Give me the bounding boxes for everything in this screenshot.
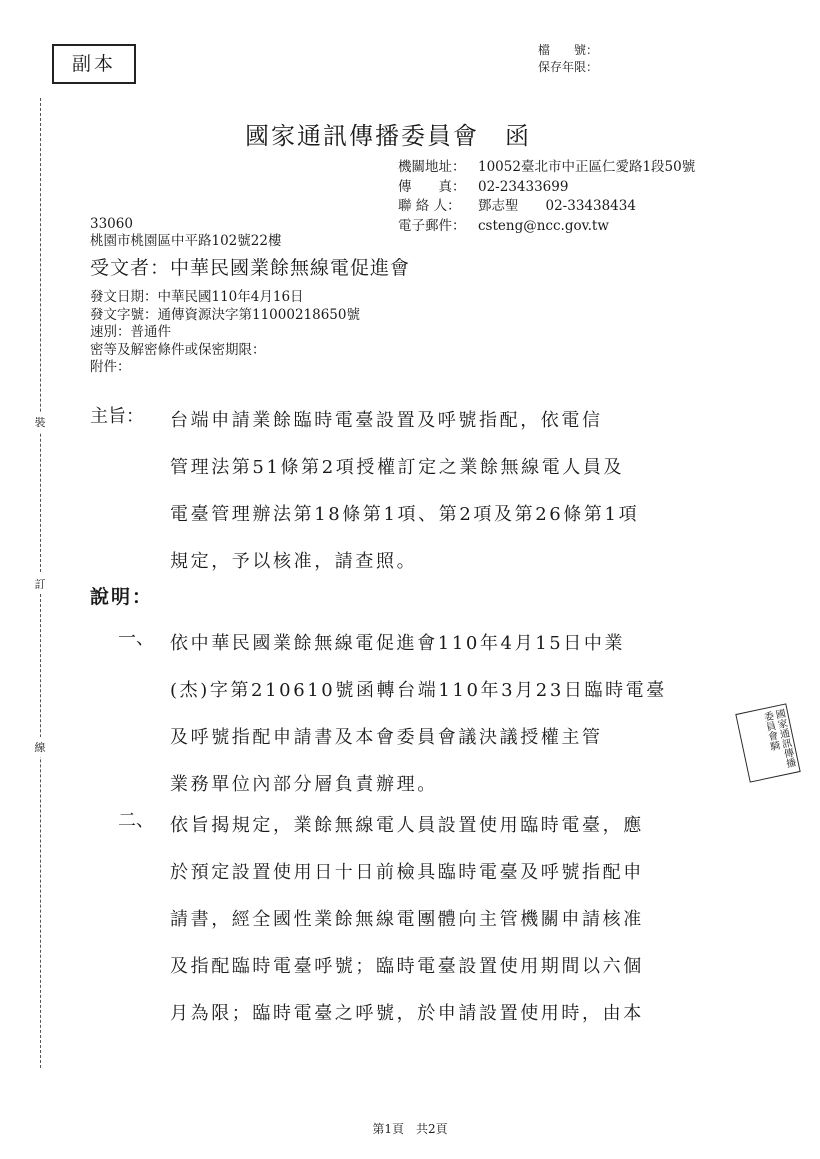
contact-email-row <box>398 217 695 237</box>
recipient-address <box>90 216 281 250</box>
item-2-body <box>170 802 644 1037</box>
person-label: 聯 絡 人： <box>398 198 461 214</box>
person-value: 鄧志聖 02-33438434 <box>478 198 636 214</box>
item-2-line: 於預定設置使用日十日前檢具臨時電臺及呼號指配申 <box>170 862 644 883</box>
fax-label: 傳 真： <box>398 178 466 195</box>
document-number: 發文字號：通傳資源決字第11000218650號 <box>90 306 360 323</box>
copy-label: 副本 <box>52 44 136 84</box>
page-footer: 第1頁 共2頁 <box>372 1122 448 1136</box>
binding-mark-ding: 訂 <box>33 574 47 594</box>
explanation-label: 說明： <box>90 586 154 608</box>
item-2-marker: 二、 <box>118 810 154 831</box>
contact-block <box>398 158 695 236</box>
document-meta <box>90 289 360 377</box>
fax-value: 02-23433699 <box>478 178 569 195</box>
retention-label: 保存年限： <box>538 60 599 74</box>
binding-mark-xian: 線 <box>33 737 47 757</box>
address-label: 機關地址： <box>398 159 466 175</box>
street-address: 桃園市桃園區中平路102號22樓 <box>90 233 282 249</box>
file-meta <box>538 42 598 76</box>
item-1-line: 依中華民國業餘無線電促進會110年4月15日中業 <box>170 633 626 654</box>
subject-line: 電臺管理辦法第18條第1項、第2項及第26條第1項 <box>170 504 640 525</box>
item-2-line: 依旨揭規定，業餘無線電人員設置使用臨時電臺，應 <box>170 815 644 836</box>
item-1-body <box>170 620 667 808</box>
contact-fax-row <box>398 178 695 198</box>
delivery-speed: 速別：普通件 <box>90 324 171 340</box>
item-1-line: 業務單位內部分層負責辦理。 <box>170 774 438 795</box>
contact-address-row <box>398 158 695 178</box>
item-2-line: 請書，經全國性業餘無線電團體向主管機關申請核准 <box>170 909 644 930</box>
issue-date: 發文日期：中華民國110年4月16日 <box>90 289 304 305</box>
item-2-line: 月為限；臨時電臺之呼號，於申請設置使用時，由本 <box>170 1003 644 1024</box>
item-1-line: 及呼號指配申請書及本會委員會議決議授權主管 <box>170 727 603 748</box>
document-title: 國家通訊傳播委員會 函 <box>245 122 531 150</box>
item-2-line: 及指配臨時電臺呼號；臨時電臺設置使用期間以六個 <box>170 956 644 977</box>
subject-line: 管理法第51條第2項授權訂定之業餘無線電人員及 <box>170 457 625 478</box>
email-label: 電子郵件： <box>398 217 466 234</box>
attachment: 附件： <box>90 359 131 375</box>
subject-line: 規定，予以核准，請查照。 <box>170 551 418 572</box>
email-value: csteng@ncc.gov.tw <box>478 217 609 234</box>
secrecy-level: 密等及解密條件或保密期限： <box>90 341 266 358</box>
seam-stamp: 國家通訊傳播委員會騎 <box>735 703 800 782</box>
subject-body <box>170 397 639 585</box>
postal-code: 33060 <box>90 216 133 232</box>
binding-mark-zhuang: 裝 <box>33 412 47 432</box>
contact-person-row <box>398 197 695 217</box>
item-1-line: (杰)字第210610號函轉台端110年3月23日臨時電臺 <box>170 680 667 701</box>
file-number-label: 檔 號： <box>538 43 599 57</box>
recipient: 受文者：中華民國業餘無線電促進會 <box>90 257 411 279</box>
subject-label: 主旨： <box>90 406 144 427</box>
subject-line: 台端申請業餘臨時電臺設置及呼號指配，依電信 <box>170 410 603 431</box>
item-1-marker: 一、 <box>118 628 154 649</box>
address-value: 10052臺北市中正區仁愛路1段50號 <box>478 159 696 175</box>
